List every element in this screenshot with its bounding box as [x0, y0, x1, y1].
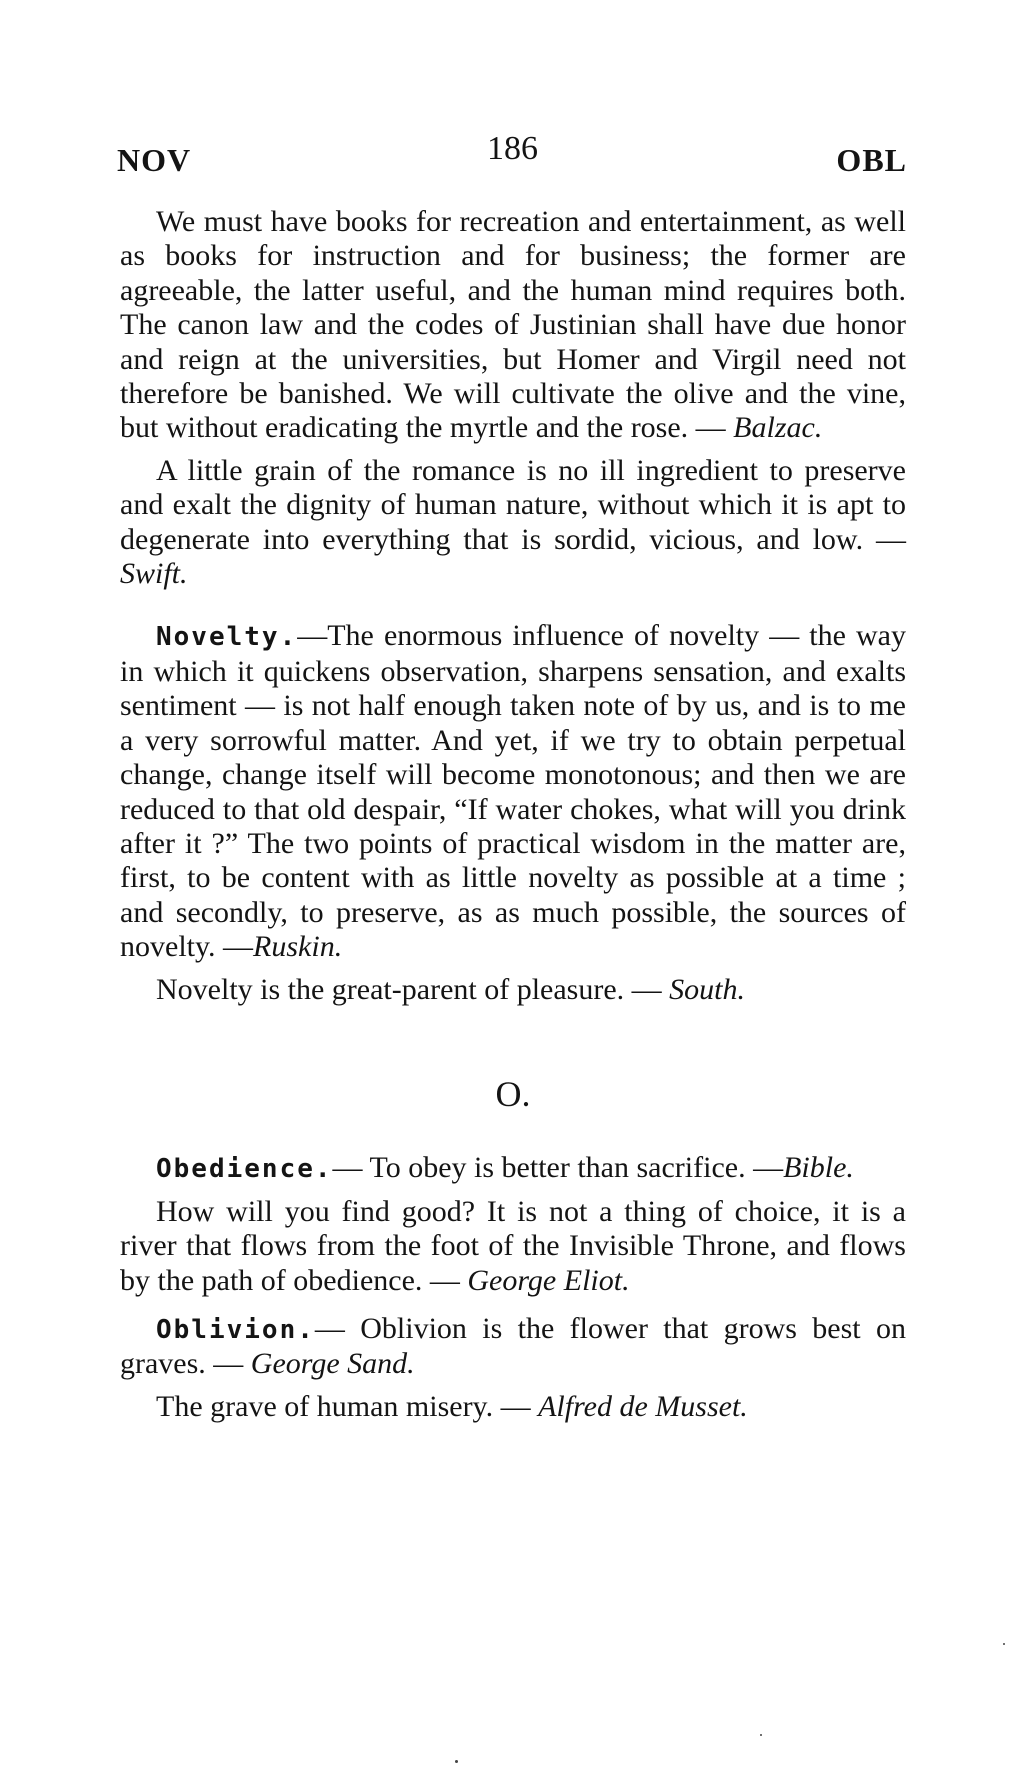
quote-text: How will you find good? It is not a thing of choice, it is a river that flows from the foot of the Invisible Throne, and flows by the path of obedience. —	[120, 1194, 906, 1297]
page-header	[117, 130, 907, 180]
quote-paragraph	[120, 454, 906, 592]
quote-paragraph	[120, 205, 906, 446]
entry-obedience	[120, 1151, 906, 1186]
page-number: 186	[487, 130, 538, 167]
quote-text: — Oblivion is the flower that grows best on graves. —	[120, 1311, 906, 1381]
scan-speck	[760, 1734, 762, 1736]
entry-term: Oblivion.	[156, 1314, 315, 1345]
quote-author: George Eliot.	[467, 1263, 630, 1297]
page-body	[120, 205, 906, 1424]
quote-paragraph	[120, 973, 906, 1007]
quote-text: —The enormous influence of novelty — the way in which it quickens observation, sharpens sensation, and exalts sentiment — is not half enough taken note of by us, and is to me a very sorrowful matter. And yet, if we try to obtain perpetual change, change itself will become monotonous; and then we are reduced to that old despair, “If water chokes, what will you drink after it ?” The two points of practical wisdom in the matter are, first, to be content with as little novelty as possible at a time ; and secondly, to preserve, as as much possible, the sources of novelty. —	[120, 619, 906, 964]
entry-term: Novelty.	[156, 622, 298, 653]
scan-speck	[1003, 1643, 1005, 1645]
quote-text: Novelty is the great-parent of pleasure. —	[156, 972, 670, 1006]
quote-author: Swift.	[120, 557, 188, 591]
entry-oblivion	[120, 1312, 906, 1382]
entry-novelty	[120, 619, 906, 964]
entry-term: Obedience.	[156, 1154, 333, 1185]
quote-paragraph	[120, 1195, 906, 1298]
quote-author: Balzac.	[733, 411, 823, 445]
quote-author: South.	[669, 972, 745, 1006]
quote-text: A little grain of the romance is no ill ingredient to preserve and exalt the dignity of human nature, without which it is apt to degenerate into everything that is sordid, vicious, and low. —	[120, 453, 906, 556]
quote-author: Bible.	[783, 1151, 854, 1185]
scan-speck	[455, 1760, 458, 1763]
quote-text: The grave of human misery. —	[156, 1389, 539, 1423]
quote-author: Alfred de Musset.	[538, 1389, 748, 1423]
quote-text: — To obey is better than sacrifice. —	[332, 1151, 784, 1185]
quote-author: Ruskin.	[253, 930, 343, 964]
quote-paragraph	[120, 1390, 906, 1424]
quote-text: We must have books for recreation and entertainment, as well as books for instruction and for business; the former are agreeable, the latter useful, and the human mind requires both. The canon law and the codes of Justinian shall have due honor and reign at the universities, but Homer and Virgil need not therefore be banished. We will cultivate the olive and the vine, but without eradicating the myrtle and the rose. —	[120, 205, 906, 445]
header-right-guide-word: OBL	[836, 142, 907, 178]
quote-author: George Sand.	[250, 1347, 415, 1381]
section-heading: O.	[495, 1073, 531, 1114]
header-left-guide-word: NOV	[117, 142, 192, 178]
